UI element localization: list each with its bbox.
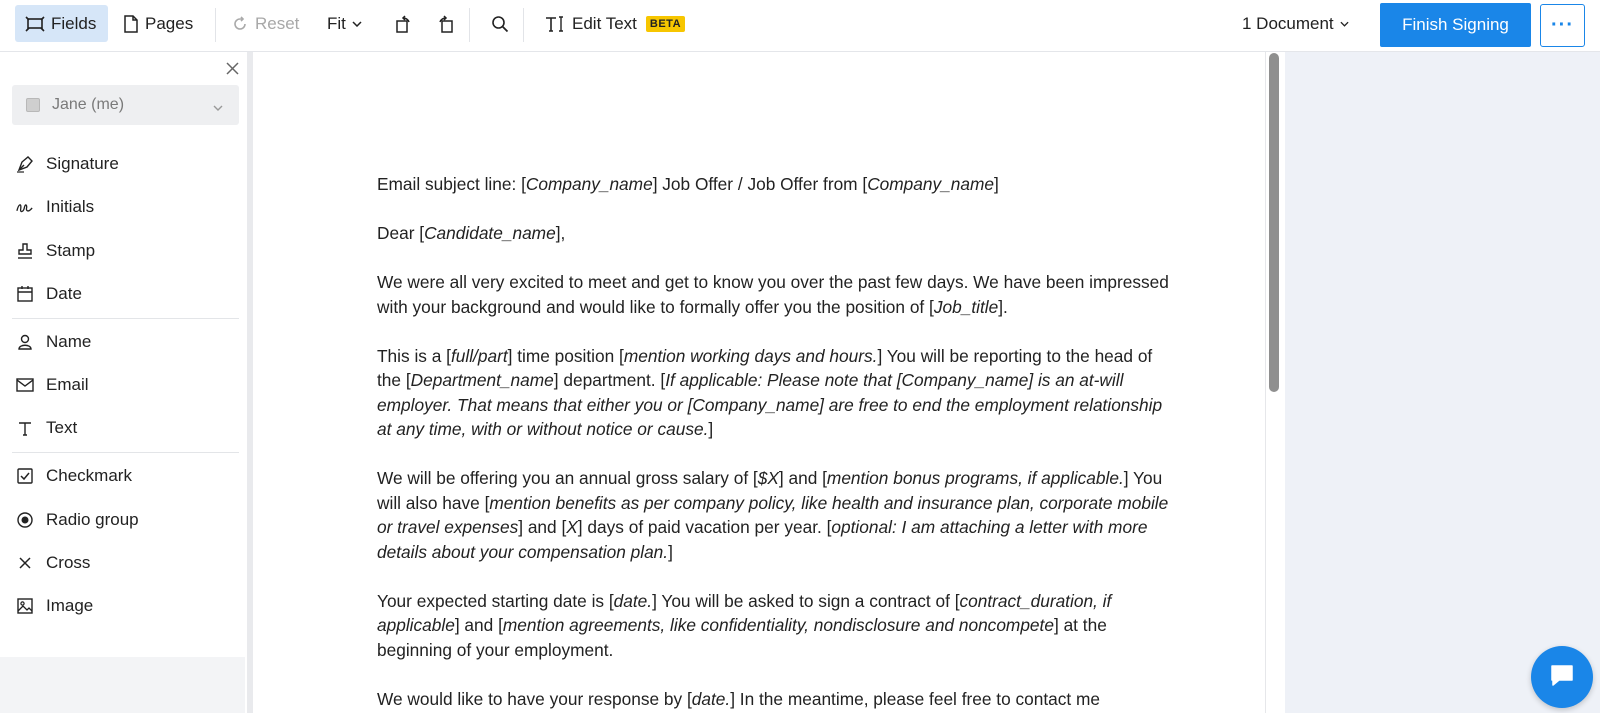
sidebar-divider [12,452,239,453]
fields-tab-label: Fields [51,13,97,33]
close-sidebar-button[interactable] [226,62,239,80]
zoom-fit-label: Fit [327,13,346,33]
doc-paragraph: We will be offering you an annual gross salary of [$X] and [mention bonus programs, if applicable.] You will also have [mention benefits as per company policy, like health and insurance plan, corporate mobile or travel expenses] and [X] days of paid vacation per year. [optional: I am attaching a letter with more details about your compensation plan.] [377,468,1169,562]
field-label: Checkmark [46,466,132,485]
edit-text-button[interactable] [545,5,685,42]
person-icon [15,333,34,352]
pages-tab[interactable] [124,5,193,42]
pen-nib-icon [15,155,34,174]
field-radio-group[interactable] [15,508,139,532]
documents-dropdown[interactable] [1242,5,1349,42]
rotate-left-icon [394,15,412,33]
zoom-fit-dropdown[interactable] [327,5,362,42]
chevron-down-icon [213,98,223,116]
image-icon [15,597,34,616]
edit-text-label: Edit Text [572,13,637,33]
page-icon [124,15,138,33]
reset-icon [232,16,248,32]
chat-bubble-icon [1547,660,1577,695]
stamp-icon [15,242,34,261]
field-label: Name [46,332,92,351]
chat-support-button[interactable] [1531,646,1593,708]
field-checkmark[interactable] [15,464,132,488]
close-icon [226,62,239,79]
field-label: Text [46,418,78,437]
cross-icon [15,554,34,573]
reset-button[interactable] [232,5,299,42]
document-page [377,172,1177,713]
field-cross[interactable] [15,551,90,575]
documents-label: 1 Document [1242,13,1334,33]
toolbar-divider [469,8,470,42]
text-icon [15,419,34,438]
radio-icon [15,511,34,530]
scrollbar-thumb[interactable] [1269,53,1279,392]
fields-sidebar [0,52,245,713]
field-image[interactable] [15,594,93,618]
chevron-down-icon [1340,21,1349,27]
field-initials[interactable] [15,195,94,219]
doc-paragraph: Dear [Candidate_name], [377,223,566,243]
sidebar-footer [0,657,245,713]
toolbar-divider [523,8,524,42]
initials-icon [15,198,34,217]
sidebar-divider [12,318,239,319]
beta-badge: BETA [646,16,685,32]
chevron-down-icon [352,21,362,27]
document-viewer[interactable] [253,52,1265,713]
field-label: Email [46,375,89,394]
field-label: Signature [46,154,119,173]
toolbar-divider [215,8,216,42]
fields-icon [25,16,45,32]
doc-paragraph: Email subject line: [Company_name] Job Offer / Job Offer from [Company_name] [377,174,999,194]
field-label: Image [46,596,94,615]
fields-tab[interactable] [15,5,108,42]
field-signature[interactable] [15,152,119,176]
doc-paragraph: Your expected starting date is [date.] You will be asked to sign a contract of [contract_duration, if applicable] and [mention agreements, like confidentiality, nondisclosure and noncompete] at the beginning of your employment. [377,590,1112,660]
rotate-right-button[interactable] [437,5,455,42]
top-toolbar [0,0,1600,52]
search-button[interactable] [491,5,509,42]
finish-signing-button[interactable]: Finish Signing [1380,3,1531,47]
calendar-icon [15,285,34,304]
doc-paragraph: This is a [full/part] time position [mention working days and hours.] You will be reporting to the head of the [Department_name] department. [If applicable: Please note that [Company_name] is an at-will employer. That means that either you or [Company_name] are free to end the employment relationship at any time, with or without notice or cause.] [377,345,1163,439]
rotate-left-button[interactable] [394,5,412,42]
pages-tab-label: Pages [145,13,194,33]
search-icon [491,15,509,33]
field-name[interactable] [15,330,91,354]
text-cursor-icon [545,15,565,33]
field-email[interactable] [15,373,89,397]
signer-select[interactable] [12,85,239,125]
signer-name: Jane (me) [52,96,125,113]
reset-label: Reset [255,13,300,33]
doc-paragraph: We were all very excited to meet and get to know you over the past few days. We have been impressed with your background and would like to formally offer you the position of [Job_title]. [377,272,1169,317]
checkbox-icon [15,467,34,486]
field-label: Initials [46,197,95,216]
field-label: Stamp [46,241,96,260]
doc-paragraph: We would like to have your response by [date.] In the meantime, please feel free to contact me [377,688,1101,709]
field-label: Radio group [46,510,139,529]
field-label: Cross [46,553,91,572]
field-text[interactable] [15,416,77,440]
more-options-icon: ··· [1551,14,1574,36]
right-panel [1285,52,1600,713]
envelope-icon [15,376,34,395]
signer-color-swatch [26,98,40,112]
rotate-right-icon [437,15,455,33]
more-options-button[interactable] [1540,4,1585,47]
field-stamp[interactable] [15,239,95,263]
field-date[interactable] [15,282,82,306]
field-label: Date [46,284,82,303]
